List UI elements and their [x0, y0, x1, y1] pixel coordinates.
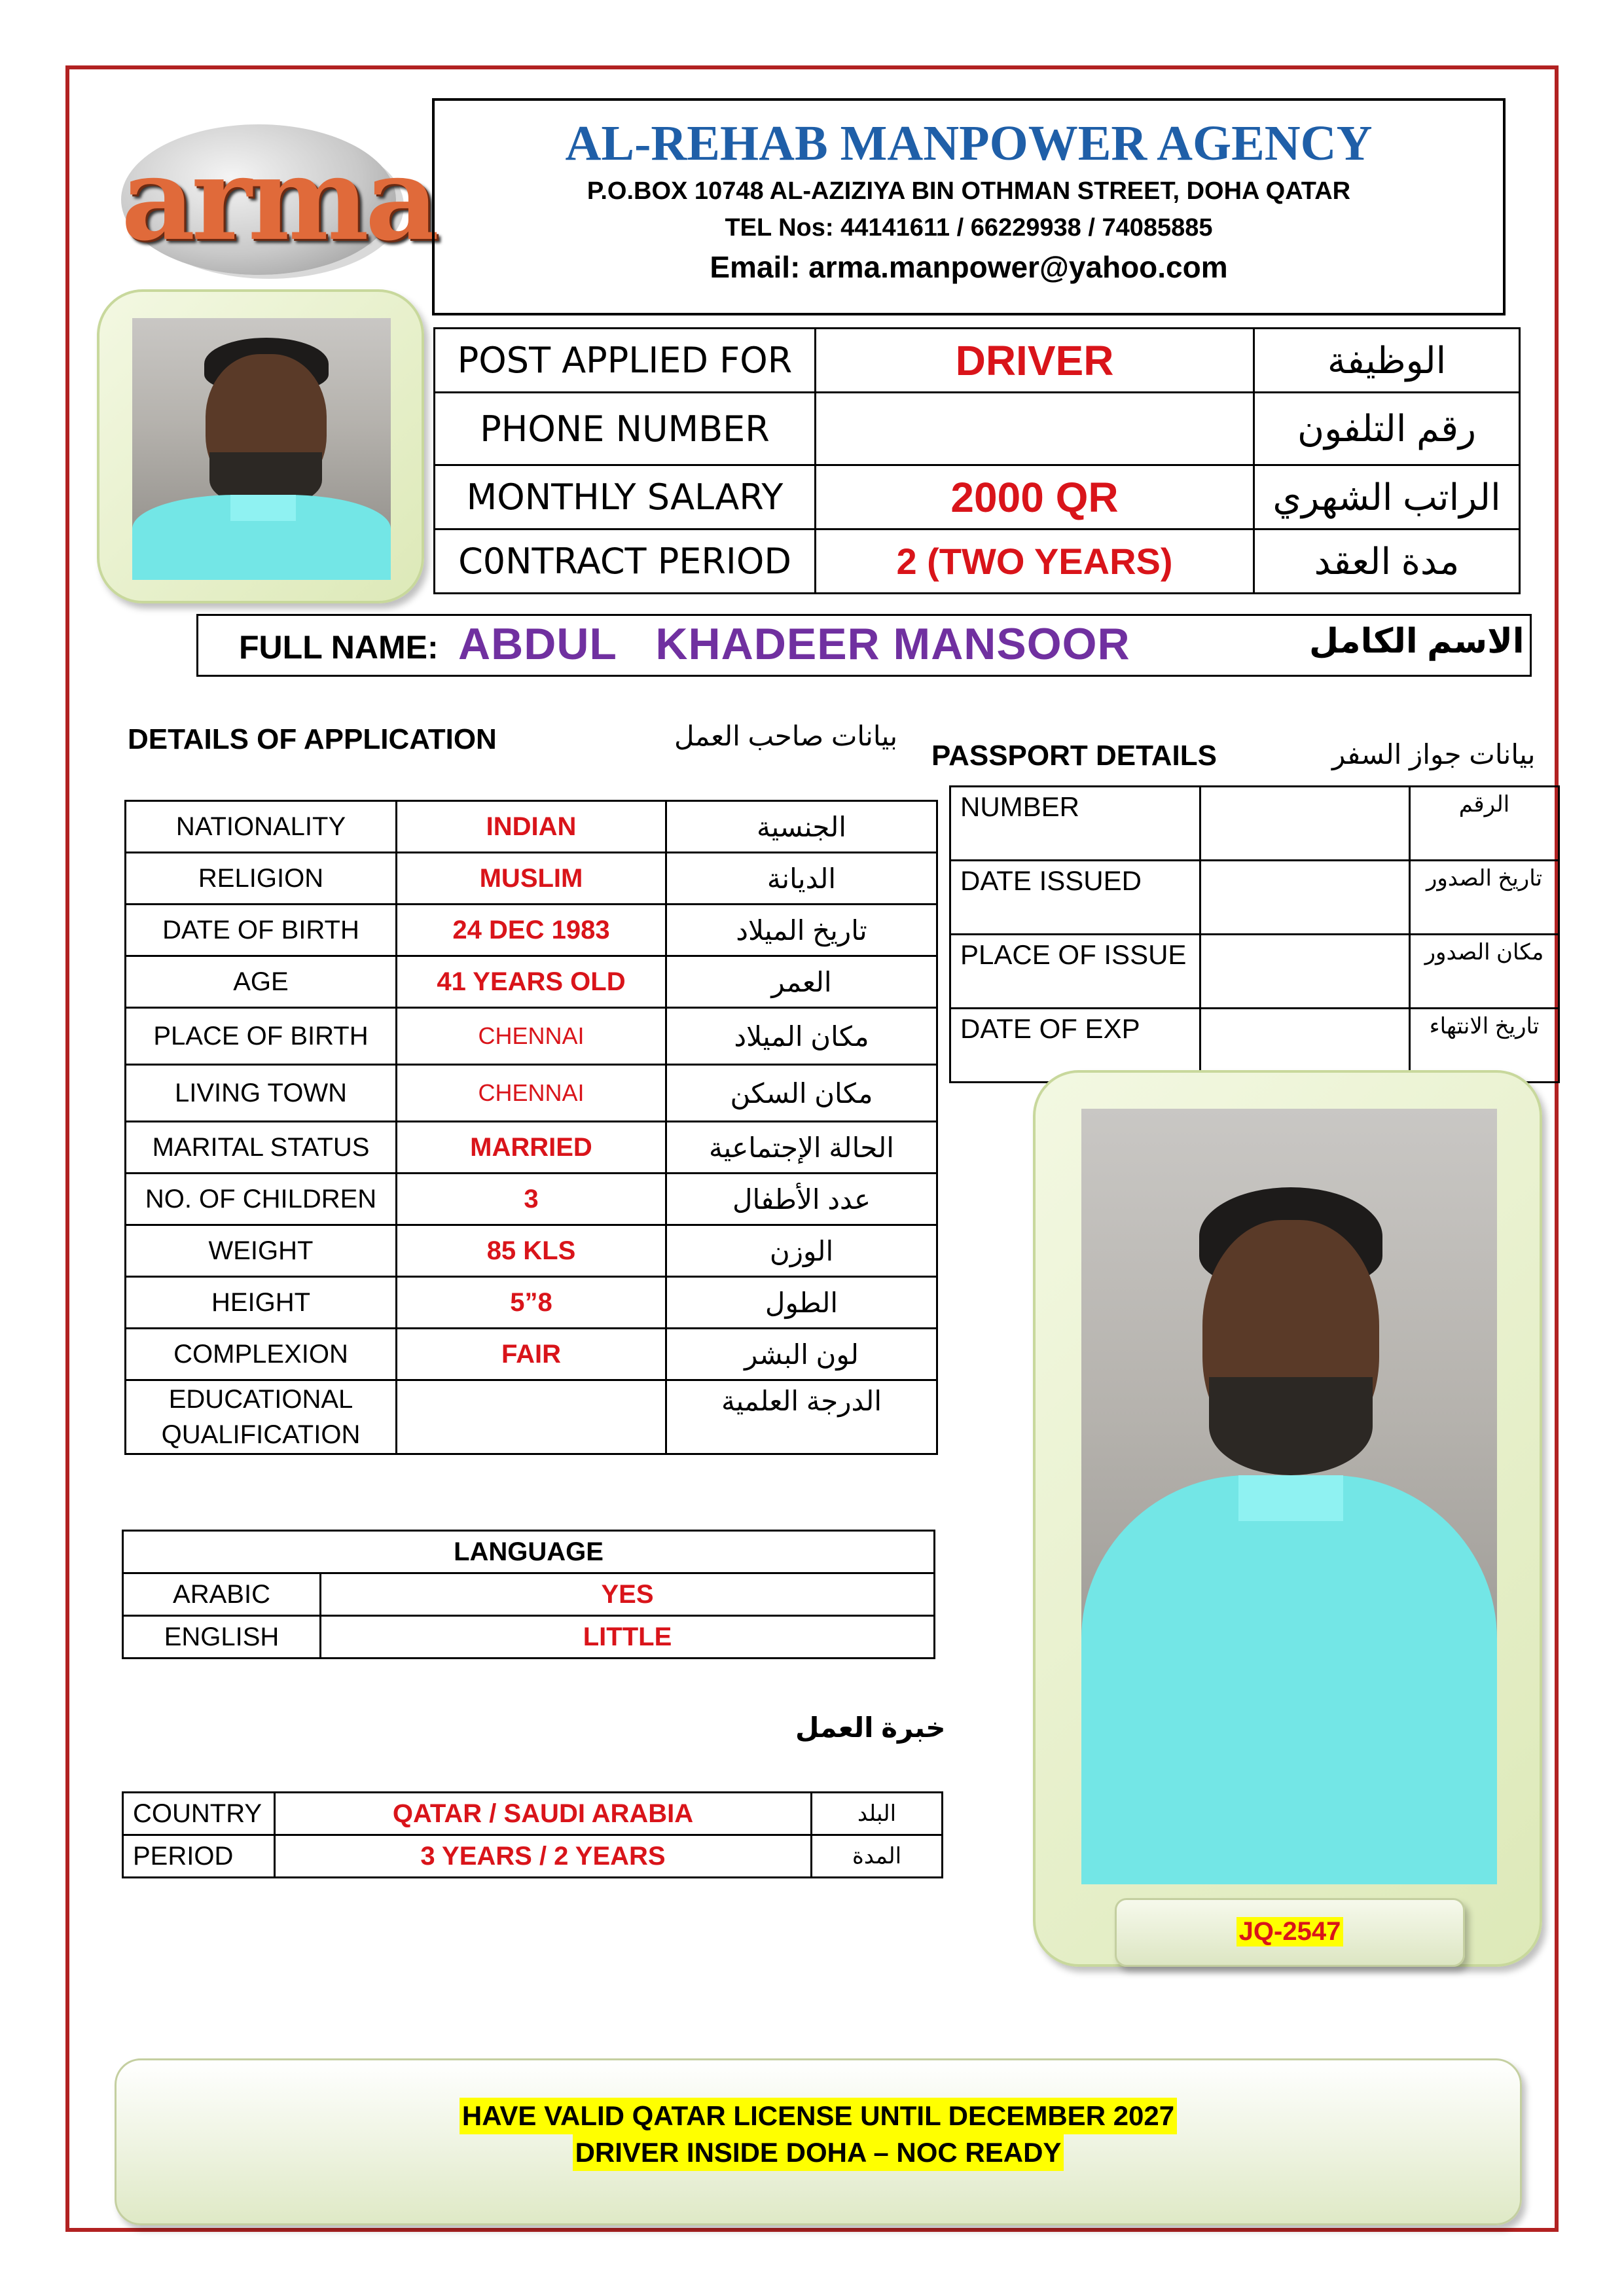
table-row [126, 1008, 937, 1065]
cell-label: DATE OF BIRTH [126, 905, 397, 956]
cell-label-ar: عدد الأطفال [666, 1174, 937, 1225]
contract-label-ar: مدة العقد [1254, 529, 1520, 594]
cell-label: PLACE OF BIRTH [126, 1008, 397, 1065]
cell-value: 5”8 [397, 1277, 666, 1329]
passport-value [1200, 787, 1410, 861]
table-row [123, 1793, 943, 1835]
agency-name: AL-REHAB MANPOWER AGENCY [565, 116, 1373, 171]
phone-label-ar: رقم التلفون [1254, 393, 1520, 465]
cell-value: INDIAN [397, 801, 666, 853]
passport-label: DATE OF EXP [950, 1009, 1200, 1083]
passport-label-ar: الرقم [1410, 787, 1559, 861]
table-row [126, 1065, 937, 1122]
cell-label-ar: مكان الميلاد [666, 1008, 937, 1065]
passport-label: DATE ISSUED [950, 861, 1200, 935]
passport-label-ar: تاريخ الانتهاء [1410, 1009, 1559, 1083]
small-candidate-photo [132, 318, 391, 580]
cell-value: FAIR [397, 1329, 666, 1380]
language-value: YES [321, 1573, 935, 1616]
cell-value [397, 1380, 666, 1454]
cell-label: HEIGHT [126, 1277, 397, 1329]
logo-text: arma [121, 132, 436, 266]
passport-label-ar: تاريخ الصدور [1410, 861, 1559, 935]
cell-label-ar: الديانة [666, 853, 937, 905]
cell-label: EDUCATIONAL QUALIFICATION [126, 1380, 397, 1454]
contract-value: 2 (TWO YEARS) [816, 529, 1254, 594]
reference-box [1115, 1898, 1465, 1967]
post-label-ar: الوظيفة [1254, 329, 1520, 393]
cell-label: LIVING TOWN [126, 1065, 397, 1122]
passport-label: NUMBER [950, 787, 1200, 861]
passport-value [1200, 935, 1410, 1009]
cell-label-ar: الحالة الإجتماعية [666, 1122, 937, 1174]
cell-label-ar: تاريخ الميلاد [666, 905, 937, 956]
table-row [123, 1616, 935, 1659]
passport-title: PASSPORT DETAILS [931, 740, 1217, 772]
table-row [950, 935, 1559, 1009]
notes-box [115, 2058, 1522, 2225]
table-row [126, 1329, 937, 1380]
table-row [435, 465, 1520, 529]
table-row [126, 1174, 937, 1225]
table-row [126, 1277, 937, 1329]
table-row [123, 1531, 935, 1573]
experience-value: QATAR / SAUDI ARABIA [275, 1793, 812, 1835]
large-candidate-photo [1081, 1109, 1497, 1884]
full-name-value: ABDUL KHADEER MANSOOR [458, 619, 1130, 669]
job-table [433, 327, 1521, 594]
post-label: POST APPLIED FOR [435, 329, 816, 393]
language-label: ARABIC [123, 1573, 321, 1616]
table-row [126, 956, 937, 1008]
full-name-label: FULL NAME: [239, 629, 439, 666]
cell-label-ar: لون البشر [666, 1329, 937, 1380]
note-license: HAVE VALID QATAR LICENSE UNTIL DECEMBER 2027 [460, 2098, 1177, 2134]
cell-label-ar: الدرجة العلمية [666, 1380, 937, 1454]
passport-value [1200, 861, 1410, 935]
cell-label: AGE [126, 956, 397, 1008]
table-row [123, 1573, 935, 1616]
table-row [126, 1122, 937, 1174]
cell-value: MARRIED [397, 1122, 666, 1174]
cell-label-ar: العمر [666, 956, 937, 1008]
table-row [123, 1835, 943, 1878]
application-title-ar: بيانات صاحب العمل [674, 721, 898, 751]
salary-label-ar: الراتب الشهري [1254, 465, 1520, 529]
cell-value: 41 YEARS OLD [397, 956, 666, 1008]
passport-label: PLACE OF ISSUE [950, 935, 1200, 1009]
table-row [126, 853, 937, 905]
table-row [126, 1225, 937, 1277]
cell-value: CHENNAI [397, 1065, 666, 1122]
small-photo-frame [97, 289, 424, 603]
table-row [126, 905, 937, 956]
table-row [126, 801, 937, 853]
reference-code: JQ-2547 [1236, 1917, 1344, 1946]
cell-value: 24 DEC 1983 [397, 905, 666, 956]
cell-label-ar: الجنسية [666, 801, 937, 853]
application-title: DETAILS OF APPLICATION [128, 723, 497, 755]
language-table [122, 1530, 935, 1659]
cell-value: CHENNAI [397, 1008, 666, 1065]
cell-label: COMPLEXION [126, 1329, 397, 1380]
application-table [124, 800, 938, 1455]
cell-label: WEIGHT [126, 1225, 397, 1277]
large-photo-frame [1033, 1070, 1542, 1967]
cell-label: MARITAL STATUS [126, 1122, 397, 1174]
table-row [435, 393, 1520, 465]
experience-table [122, 1791, 943, 1878]
cell-label: NATIONALITY [126, 801, 397, 853]
cell-value: 3 [397, 1174, 666, 1225]
table-row [950, 787, 1559, 861]
experience-value: 3 YEARS / 2 YEARS [275, 1835, 812, 1878]
cell-label: RELIGION [126, 853, 397, 905]
agency-header [432, 98, 1506, 315]
agency-email: Email: arma.manpower@yahoo.com [710, 250, 1228, 284]
agency-address: P.O.BOX 10748 AL-AZIZIYA BIN OTHMAN STREET, DOHA QATAR [586, 177, 1351, 205]
experience-label: PERIOD [123, 1835, 275, 1878]
experience-label-ar: البلد [812, 1793, 943, 1835]
post-value: DRIVER [816, 329, 1254, 393]
contract-label: C0NTRACT PERIOD [435, 529, 816, 594]
cell-value: 85 KLS [397, 1225, 666, 1277]
language-title: LANGUAGE [123, 1531, 935, 1573]
experience-title-ar: خبرة العمل [795, 1712, 946, 1743]
passport-title-ar: بيانات جواز السفر [1332, 739, 1536, 770]
table-row [435, 529, 1520, 594]
table-row [126, 1380, 937, 1454]
note-noc: DRIVER INSIDE DOHA – NOC READY [573, 2134, 1064, 2171]
salary-label: MONTHLY SALARY [435, 465, 816, 529]
agency-phones: TEL Nos: 44141611 / 66229938 / 74085885 [725, 214, 1213, 242]
cell-label-ar: مكان السكن [666, 1065, 937, 1122]
table-row [950, 861, 1559, 935]
cell-label-ar: الوزن [666, 1225, 937, 1277]
experience-label: COUNTRY [123, 1793, 275, 1835]
cell-label-ar: الطول [666, 1277, 937, 1329]
passport-table [949, 785, 1560, 1083]
cell-label: NO. OF CHILDREN [126, 1174, 397, 1225]
passport-label-ar: مكان الصدور [1410, 935, 1559, 1009]
experience-label-ar: المدة [812, 1835, 943, 1878]
phone-value [816, 393, 1254, 465]
table-row [435, 329, 1520, 393]
cell-value: MUSLIM [397, 853, 666, 905]
language-label: ENGLISH [123, 1616, 321, 1659]
language-value: LITTLE [321, 1616, 935, 1659]
phone-label: PHONE NUMBER [435, 393, 816, 465]
salary-value: 2000 QR [816, 465, 1254, 529]
full-name-label-ar: الاسم الكامل [1309, 622, 1525, 660]
